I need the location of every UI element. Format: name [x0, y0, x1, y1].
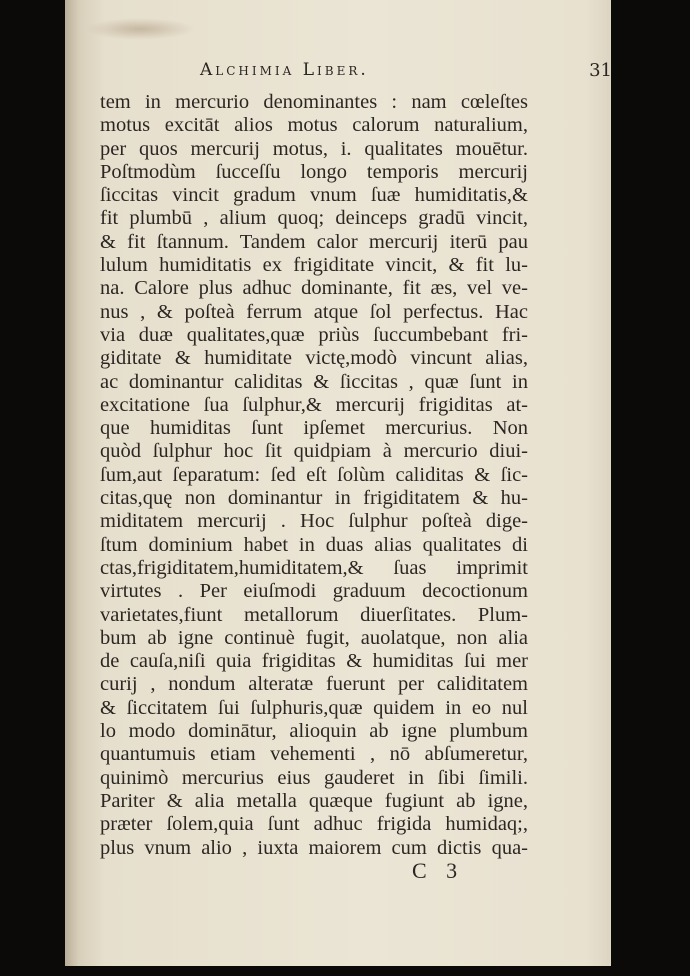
text-line: præter ſolem,quia ſunt adhuc frigida humidaq;,: [100, 813, 528, 836]
text-line: & fit ſtannum. Tandem calor mercurij iterū pau: [100, 230, 528, 253]
text-line: virtutes . Per eiuſmodi graduum decoctionum: [100, 580, 528, 603]
text-line: excitatione ſua ſulphur,& mercurij frigiditas at-: [100, 393, 528, 416]
page-number: 31: [589, 60, 612, 81]
body-text: [100, 91, 528, 860]
text-line: na. Calore plus adhuc dominante, fit æs, vel ve-: [100, 277, 528, 300]
text-line: citas,quę non dominantur in frigiditatem & hu-: [100, 487, 528, 510]
text-line: & ſiccitatem ſui ſulphuris,quæ quidem in eo nul: [100, 696, 528, 719]
text-line: motus excitāt alios motus calorum naturalium,: [100, 114, 528, 137]
text-line: curij , nondum alteratæ fuerunt per caliditatem: [100, 673, 528, 696]
text-line: via duæ qualitates,quæ priùs ſuccumbebant fri-: [100, 323, 528, 346]
text-line: ſiccitas vincit gradum vnum ſuæ humiditatis,&: [100, 184, 528, 207]
text-line: miditatem mercurij . Hoc ſulphur poſteà dige-: [100, 510, 528, 533]
running-title: Alchimia Liber.: [200, 60, 369, 80]
text-line: ſtum dominium habet in duas alias qualitates di: [100, 533, 528, 556]
signature-mark: C 3: [412, 858, 458, 883]
text-line: quantumuis etiam vehementi , nō abſumeretur,: [100, 743, 528, 766]
text-line: tem in mercurio denominantes : nam cœleſtes: [100, 91, 528, 113]
text-line: Pariter & alia metalla quæque fugiunt ab igne,: [100, 789, 528, 812]
text-line: bum ab igne continuè fugit, auolatque, non alia: [100, 626, 528, 649]
page-stain: [85, 18, 195, 40]
text-line: de cauſa,niſi quia frigiditas & humiditas ſui mer: [100, 650, 528, 673]
text-line: varietates,fiunt metallorum diuerſitates. Plum-: [100, 603, 528, 626]
text-line: ac dominantur caliditas & ſiccitas , quæ ſunt in: [100, 370, 528, 393]
text-line: ctas,frigiditatem,humiditatem,& ſuas imprimit: [100, 556, 528, 579]
text-line: Poſtmodùm ſucceſſu longo temporis mercurij: [100, 160, 528, 183]
text-line: plus vnum alio , iuxta maiorem cum dictis qua-: [100, 836, 528, 859]
page-header: [200, 58, 612, 86]
text-line: quòd ſulphur hoc ſit quidpiam à mercurio diui-: [100, 440, 528, 463]
text-line: quinimò mercurius eius gauderet in ſibi ſimili.: [100, 766, 528, 789]
text-line: ſum,aut ſeparatum: ſed eſt ſolùm caliditas & ſic-: [100, 463, 528, 486]
text-line: fit plumbū , alium quoq; deinceps gradū vincit,: [100, 207, 528, 230]
text-line: per quos mercurij motus, i. qualitates mouētur.: [100, 137, 528, 160]
text-line: nus , & poſteà ferrum atque ſol perfectus. Hac: [100, 300, 528, 323]
text-line: lo modo dominātur, alioquin ab igne plumbum: [100, 720, 528, 743]
text-line: que humiditas ſunt ipſemet mercurius. Non: [100, 417, 528, 440]
text-line: giditate & humiditate victę,modò vincunt alias,: [100, 347, 528, 370]
text-line: lulum humiditatis ex frigiditate vincit, & fit lu-: [100, 254, 528, 277]
